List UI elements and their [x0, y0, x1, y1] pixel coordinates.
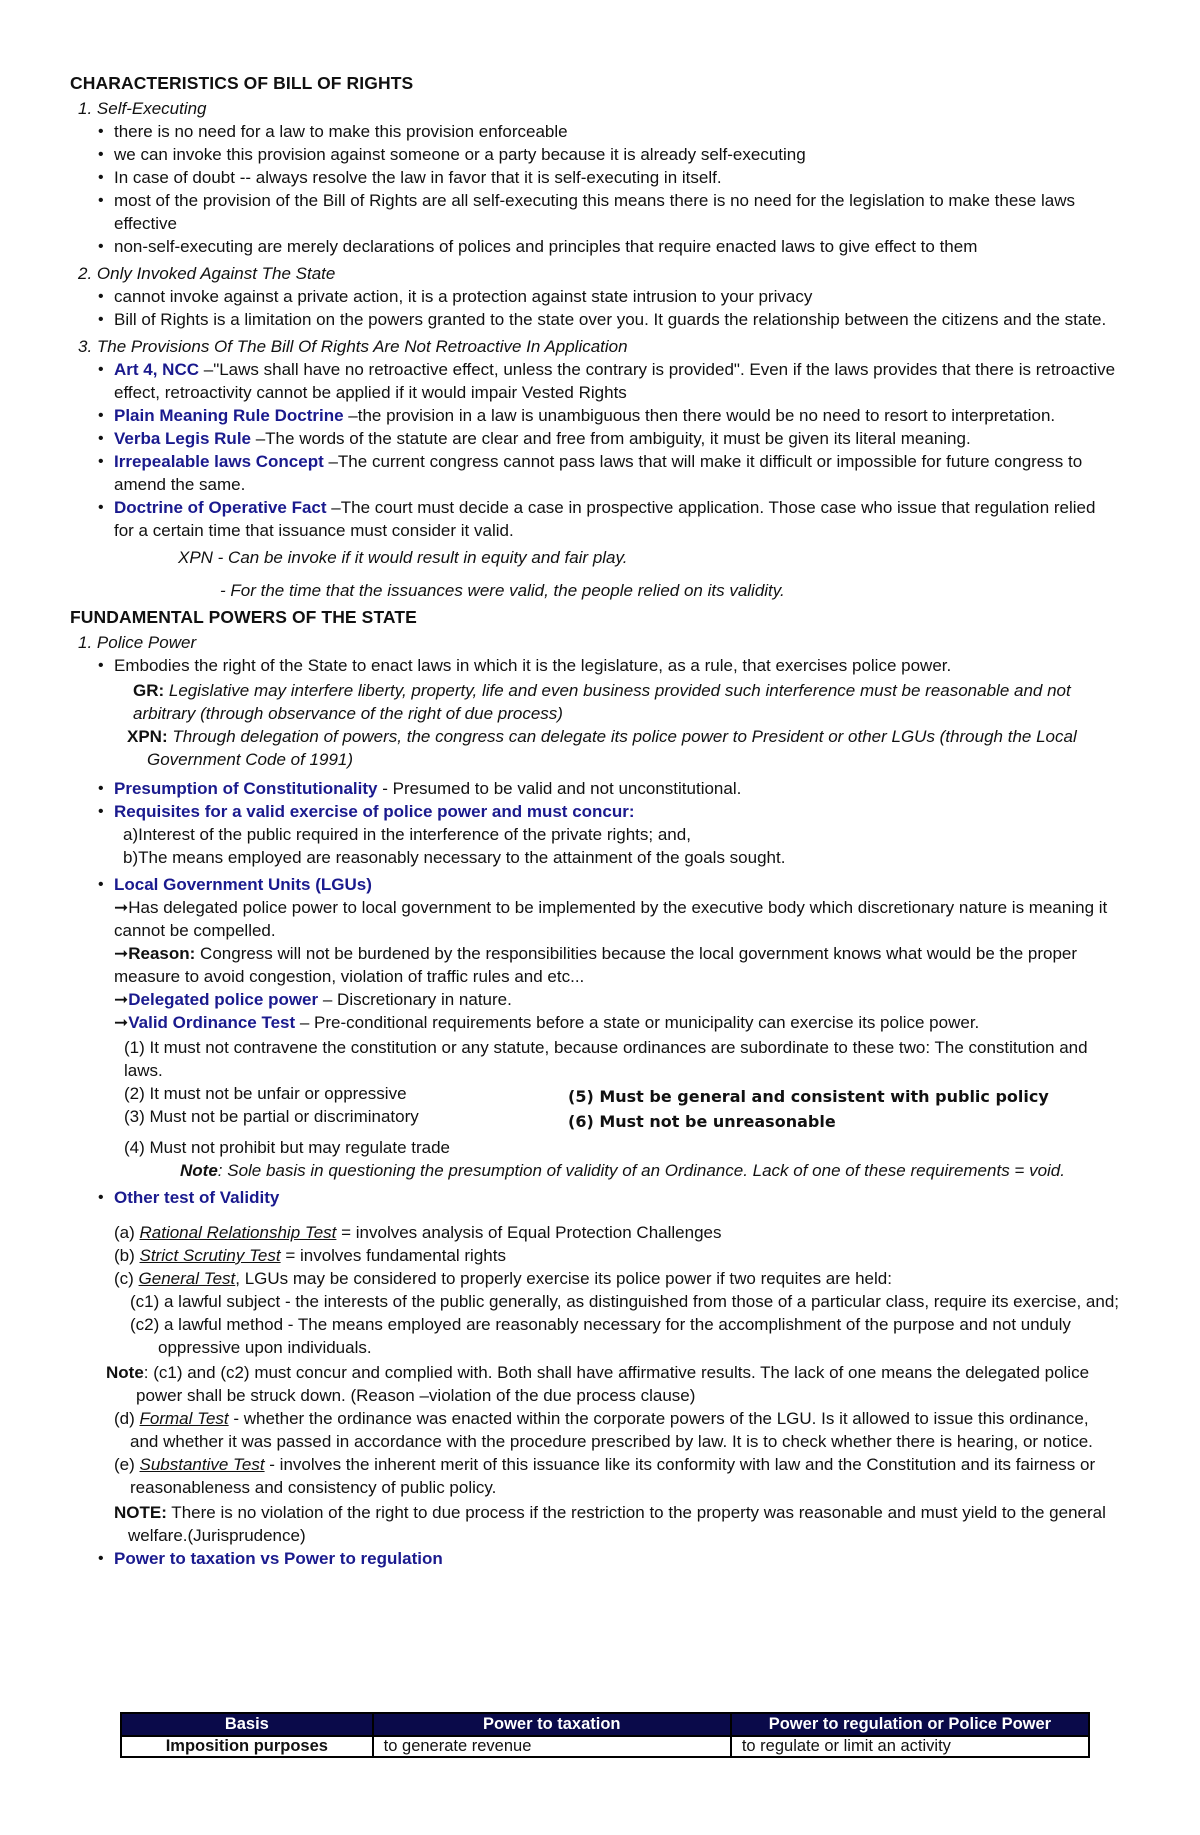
arrow-text: Congress will not be burdened by the responsibilities because the local government knows what would be the proper measure to avoid congestion, violation of traffic rules and etc...	[114, 944, 1078, 986]
general-rule	[70, 679, 1120, 725]
xpn-label: XPN:	[127, 727, 168, 746]
test-e	[70, 1453, 1120, 1499]
ordinance-req-4: (4) Must not prohibit but may regulate trade	[124, 1138, 450, 1157]
bullet-item	[70, 800, 1120, 823]
note-label: Note	[180, 1161, 218, 1180]
test-name: Formal Test	[139, 1409, 229, 1428]
table-header-row	[121, 1713, 1089, 1736]
term: Doctrine of Operative Fact	[114, 498, 327, 517]
table-row	[121, 1736, 1089, 1757]
requisite-a: a)Interest of the public required in the interference of the private rights; and,	[123, 825, 691, 844]
bullet-item	[70, 450, 1120, 496]
ordinance-note	[70, 1159, 1120, 1182]
bullet-item: • Embodies the right of the State to enact laws in which it is the legislature, as a rule, that exercises police power.	[70, 654, 1120, 677]
table-cell: to regulate or limit an activity	[731, 1736, 1089, 1757]
term: Requisites for a valid exercise of police power and must concur:	[114, 802, 635, 821]
test-c2: (c2) a lawful method - The means employed are reasonably necessary for the accomplishment of the purpose and not unduly oppressive upon individuals.	[130, 1315, 1071, 1357]
test-text: - whether the ordinance was enacted within the corporate powers of the LGU. Is it allowed to issue this ordinance, and whether it was passed in accordance with the procedure prescribed by law. It is to check whether there is hearing, or notice.	[130, 1409, 1093, 1451]
xpn-note: XPN - Can be invoke if it would result in equity and fair play.	[178, 548, 628, 567]
arrow-text: – Pre-conditional requirements before a state or municipality can exercise its police power.	[295, 1013, 980, 1032]
test-name: Rational Relationship Test	[139, 1223, 337, 1242]
column-header: Power to regulation or Police Power	[731, 1713, 1089, 1736]
bullet-item	[70, 1186, 1120, 1209]
ordinance-req-2: (2) It must not be unfair or oppressive	[124, 1084, 407, 1103]
column-header: Basis	[121, 1713, 373, 1736]
arrow-item	[70, 942, 1120, 988]
test-prefix: (b)	[114, 1246, 140, 1265]
definition: –The words of the statute are clear and free from ambiguity, it must be given its literal meaning.	[251, 429, 971, 448]
jurisprudence-note	[70, 1501, 1120, 1547]
bullet-item: • non-self-executing are merely declarations of polices and principles that require enacted laws to give effect to them	[70, 235, 1120, 258]
arrow-item	[70, 988, 1120, 1011]
term: Local Government Units (LGUs)	[114, 875, 372, 894]
subheading-invoked-against-state: 2. Only Invoked Against The State	[78, 264, 336, 283]
bullet-item	[70, 496, 1120, 542]
term: Other test of Validity	[114, 1188, 280, 1207]
test-prefix: (c)	[114, 1269, 139, 1288]
test-d	[70, 1407, 1120, 1453]
test-name: Strict Scrutiny Test	[139, 1246, 281, 1265]
gr-text: Legislative may interfere liberty, property, life and even business provided such interference must be reasonable and not arbitrary (through observance of the right of due process)	[133, 681, 1071, 723]
section-title-bill-of-rights: CHARACTERISTICS OF BILL OF RIGHTS	[70, 73, 414, 93]
comparison-table	[120, 1712, 1090, 1758]
term: Verba Legis Rule	[114, 429, 251, 448]
term: Art 4, NCC	[114, 360, 200, 379]
test-text: = involves analysis of Equal Protection Challenges	[336, 1223, 722, 1242]
note-text: There is no violation of the right to due process if the restriction to the property was reasonable and must yield to the general welfare.(Jurisprudence)	[128, 1503, 1106, 1545]
subheading-self-executing: 1. Self-Executing	[78, 99, 207, 118]
gr-label: GR:	[133, 681, 165, 700]
definition: –The current congress cannot pass laws that will make it difficult or impossible for future congress to amend the same.	[114, 452, 1083, 494]
definition: –The court must decide a case in prospective application. Those case who issue that regulation relied for a certain time that issuance must consider it valid.	[114, 498, 1096, 540]
document-body	[70, 72, 1120, 1570]
bullet-item: • In case of doubt -- always resolve the law in favor that it is self-executing in itself.	[70, 166, 1120, 189]
xpn-note-2: - For the time that the issuances were valid, the people relied on its validity.	[220, 581, 785, 600]
test-b	[70, 1244, 1120, 1267]
note-text: : (c1) and (c2) must concur and complied with. Both shall have affirmative results. The lack of one means the delegated police power shall be struck down. (Reason –violation of the due process clause)	[136, 1363, 1090, 1405]
term: Delegated police power	[128, 990, 319, 1009]
xpn-text: Through delegation of powers, the congress can delegate its police power to President or other LGUs (through the Local Government Code of 1991)	[147, 727, 1077, 769]
test-c	[70, 1267, 1120, 1290]
bullet-item	[70, 873, 1120, 896]
test-text: , LGUs may be considered to properly exercise its police power if two requites are held:	[235, 1269, 892, 1288]
note-label: NOTE:	[114, 1503, 167, 1522]
test-c1: (c1) a lawful subject - the interests of the public generally, as distinguished from those of a particular class, require its exercise, and;	[130, 1292, 1119, 1311]
subheading-not-retroactive: 3. The Provisions Of The Bill Of Rights Are Not Retroactive In Application	[78, 337, 628, 356]
bullet-item	[70, 404, 1120, 427]
column-header: Power to taxation	[373, 1713, 731, 1736]
definition: –"Laws shall have no retroactive effect, unless the contrary is provided". Even if the laws provides that there is retroactive effect, retroactivity cannot be applied if it would impair Vested Rights	[114, 360, 1116, 402]
table-cell: to generate revenue	[373, 1736, 731, 1757]
requisite-b: b)The means employed are reasonably necessary to the attainment of the goals sought.	[123, 848, 786, 867]
arrow-icon: ➞	[114, 990, 129, 1009]
arrow-text: Has delegated police power to local government to be implemented by the executive body which discretionary nature is meaning it cannot be compelled.	[114, 898, 1108, 940]
bullet-item	[70, 777, 1120, 800]
arrow-icon: ➞	[114, 1013, 129, 1032]
definition: –the provision in a law is unambiguous then there would be no need to resort to interpretation.	[343, 406, 1056, 425]
test-text: - involves the inherent merit of this issuance like its conformity with law and the Constitution and its fairness or reasonableness and consistency of public policy.	[130, 1455, 1096, 1497]
ordinance-req-6: (6) Must not be unreasonable	[568, 1112, 836, 1131]
test-a	[70, 1221, 1120, 1244]
exception	[70, 725, 1120, 771]
term: Irrepealable laws Concept	[114, 452, 324, 471]
test-prefix: (a)	[114, 1223, 140, 1242]
arrow-item	[70, 896, 1120, 942]
ordinance-req-right	[568, 1084, 1108, 1134]
test-note	[70, 1361, 1120, 1407]
test-prefix: (e)	[114, 1455, 140, 1474]
reason-label: Reason:	[128, 944, 196, 963]
definition: - Presumed to be valid and not unconstitutional.	[377, 779, 742, 798]
ordinance-req-left	[124, 1082, 564, 1128]
arrow-text: – Discretionary in nature.	[318, 990, 512, 1009]
arrow-icon: ➞	[114, 898, 129, 917]
ordinance-req-row	[70, 1082, 1120, 1131]
term: Power to taxation vs Power to regulation	[114, 1549, 443, 1568]
ordinance-req-3: (3) Must not be partial or discriminatory	[124, 1107, 419, 1126]
bullet-item: • cannot invoke against a private action, it is a protection against state intrusion to your privacy	[70, 285, 1120, 308]
section-title-fundamental-powers: FUNDAMENTAL POWERS OF THE STATE	[70, 607, 417, 627]
test-name: Substantive Test	[139, 1455, 265, 1474]
test-text: = involves fundamental rights	[280, 1246, 506, 1265]
test-name: General Test	[138, 1269, 236, 1288]
note-label: Note	[106, 1363, 144, 1382]
term: Presumption of Constitutionality	[114, 779, 378, 798]
ordinance-req-5: (5) Must be general and consistent with public policy	[568, 1087, 1049, 1106]
bullet-item	[70, 1547, 1120, 1570]
note-text: : Sole basis in questioning the presumption of validity of an Ordinance. Lack of one of these requirements = void.	[217, 1161, 1065, 1180]
subheading-police-power: 1. Police Power	[78, 633, 197, 652]
arrow-icon: ➞	[114, 944, 129, 963]
bullet-item: • we can invoke this provision against someone or a party because it is already self-executing	[70, 143, 1120, 166]
arrow-item	[70, 1011, 1120, 1034]
test-prefix: (d)	[114, 1409, 140, 1428]
bullet-item	[70, 358, 1120, 404]
term: Plain Meaning Rule Doctrine	[114, 406, 344, 425]
bullet-item: • most of the provision of the Bill of Rights are all self-executing this means there is no need for the legislation to make these laws effective	[70, 189, 1120, 235]
bullet-item	[70, 427, 1120, 450]
bullet-item: • Bill of Rights is a limitation on the powers granted to the state over you. It guards the relationship between the citizens and the state.	[70, 308, 1120, 331]
term: Valid Ordinance Test	[128, 1013, 296, 1032]
ordinance-req-1: (1) It must not contravene the constitution or any statute, because ordinances are subordinate to these two: The constitution and laws.	[124, 1038, 1088, 1080]
table-cell: Imposition purposes	[121, 1736, 373, 1757]
bullet-item: • there is no need for a law to make this provision enforceable	[70, 120, 1120, 143]
